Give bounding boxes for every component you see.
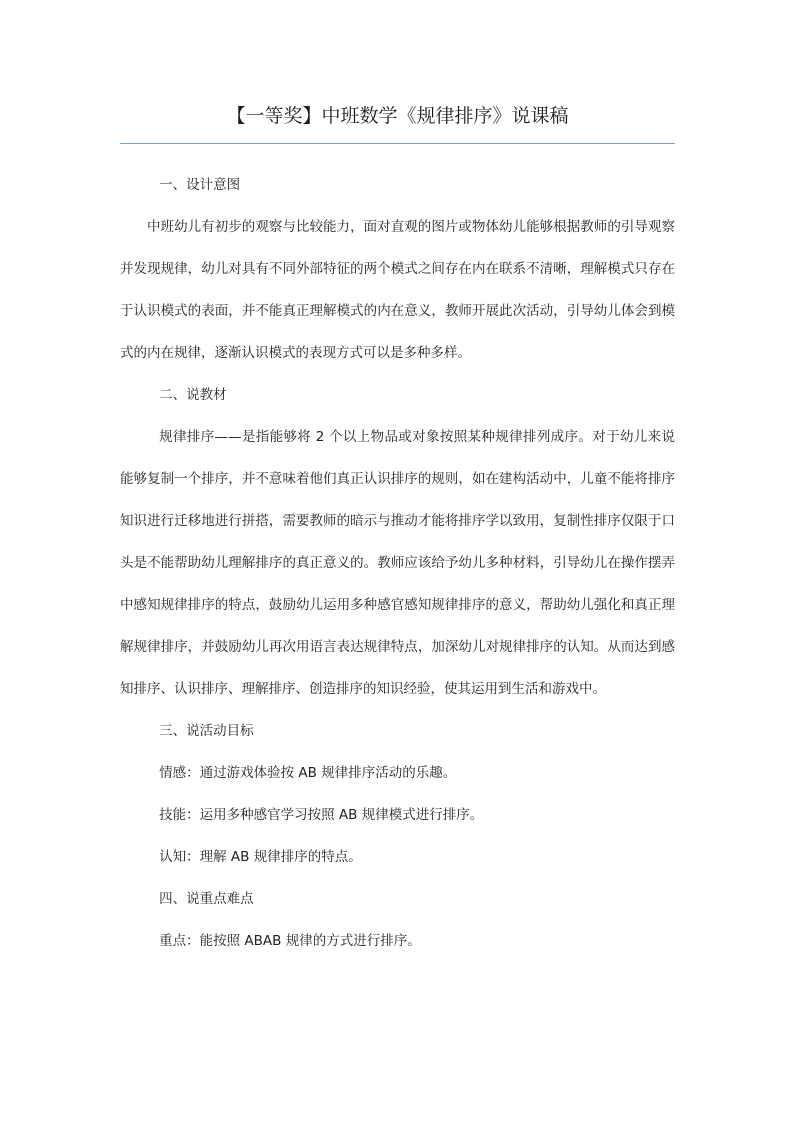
section-heading-key-points: 四、说重点难点 xyxy=(159,891,254,907)
document-body xyxy=(120,164,675,962)
goal-item-emotion: 情感：通过游戏体验按 AB 规律排序活动的乐趣。 xyxy=(159,765,457,781)
section-heading-activity-goals: 三、说活动目标 xyxy=(159,723,254,739)
goal-item-cognition: 认知：理解 AB 规律排序的特点。 xyxy=(159,849,362,865)
paragraph-design-intent: 中班幼儿有初步的观察与比较能力，面对直观的图片或物体幼儿能够根据教师的引导观察并发现规律，幼儿对具有不同外部特征的两个模式之间存在内在联系不清晰，理解模式只存在于认识模式的表面，并不能真正理解模式的内在意义，教师开展此次活动，引导幼儿体会到模式的内在规律，逐渐认识模式的表现方式可以是多种多样。 xyxy=(120,219,675,361)
title-divider xyxy=(120,143,675,144)
document-title: 【一等奖】中班数学《规律排序》说课稿 xyxy=(226,105,569,127)
goal-item-skill: 技能：运用多种感官学习按照 AB 规律模式进行排序。 xyxy=(159,807,484,823)
section-heading-design-intent: 一、设计意图 xyxy=(159,177,241,193)
paragraph-teaching-material: 规律排序——是指能够将 2 个以上物品或对象按照某种规律排列成序。对于幼儿来说能够复制一个排序，并不意味着他们真正认识排序的规则，如在建构活动中，儿童不能将排序知识进行迁移地进行拼搭，需要教师的暗示与推动才能将排序学以致用，复制性排序仅限于口头是不能帮助幼儿理解排序的真正意义的。教师应该给予幼儿多种材料，引导幼儿在操作摆弄中感知规律排序的特点，鼓励幼儿运用多种感官感知规律排序的意义，帮助幼儿强化和真正理解规律排序，并鼓励幼儿再次用语言表达规律特点，加深幼儿对规律排序的认知。从而达到感知排序、认识排序、理解排序、创造排序的知识经验，使其运用到生活和游戏中。 xyxy=(120,429,675,697)
key-point-item: 重点：能按照 ABAB 规律的方式进行排序。 xyxy=(159,933,421,949)
section-heading-teaching-material: 二、说教材 xyxy=(159,387,227,403)
